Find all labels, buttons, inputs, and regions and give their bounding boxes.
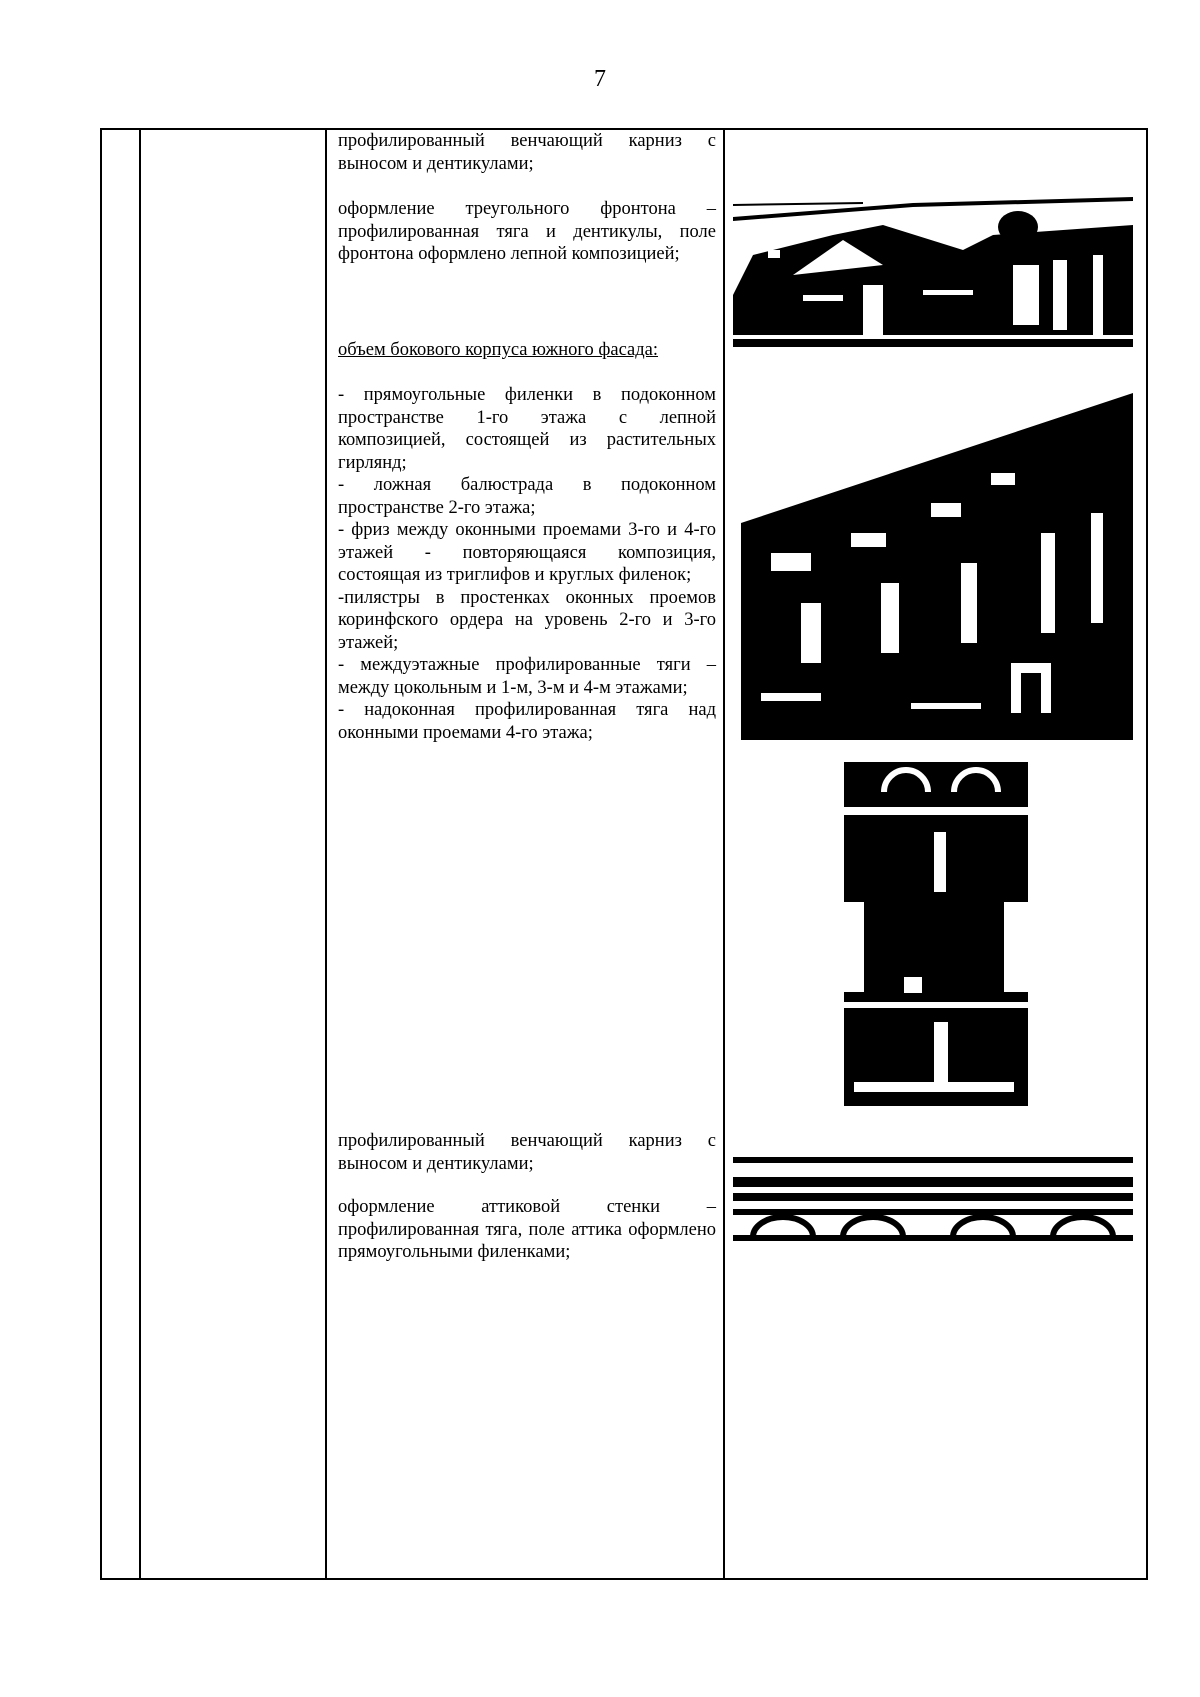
attic-photo: [733, 1157, 1133, 1241]
pediment-description: [338, 198, 716, 266]
pediment-text: оформление треугольного фронтона – профилированная тяга и дентикулы, поле фронтона оформлено лепной композицией;: [338, 199, 716, 264]
pediment-photo: [733, 195, 1133, 347]
facade-detail-photo: [844, 762, 1028, 1106]
cornice-line-2: выносом и дентикулами;: [338, 1153, 534, 1174]
cornice-description-1: [338, 130, 716, 175]
cornice-line-1: профилированный венчающий карниз с: [338, 131, 716, 151]
column-divider-3: [723, 128, 725, 1580]
list-item: - ложная балюстрада в подоконном пространстве 2-го этажа;: [338, 475, 716, 518]
list-item: - междуэтажные профилированные тяги – между цокольным и 1-м, 3-м и 4-м этажами;: [338, 655, 716, 698]
page-number: 7: [594, 66, 606, 92]
south-facade-photo: [741, 393, 1133, 740]
cornice-description-2: [338, 1130, 716, 1175]
attic-description: [338, 1196, 716, 1264]
cornice-line-2: выносом и дентикулами;: [338, 153, 534, 174]
list-item: - надоконная профилированная тяга над оконными проемами 4-го этажа;: [338, 700, 716, 743]
list-item: - фриз между оконными проемами 3-го и 4-го этажей - повторяющаяся композиция, состоящая из триглифов и круглых филенок;: [338, 520, 716, 585]
attic-text: оформление аттиковой стенки – профилированная тяга, поле аттика оформлено прямоугольными филенками;: [338, 1197, 716, 1262]
section-heading: [338, 339, 716, 362]
list-item: - прямоугольные филенки в подоконном пространстве 1-го этажа с лепной композицией, состоящей из растительных гирлянд;: [338, 385, 716, 473]
section-heading-text: объем бокового корпуса южного фасада:: [338, 340, 659, 360]
cornice-line-1: профилированный венчающий карниз с: [338, 1131, 716, 1151]
list-item: -пилястры в простенках оконных проемов коринфского ордера на уровень 2-го и 3-го этажей;: [338, 587, 716, 653]
facade-elements-list: [338, 384, 716, 744]
column-divider-2: [325, 128, 327, 1580]
column-divider-1: [139, 128, 141, 1580]
